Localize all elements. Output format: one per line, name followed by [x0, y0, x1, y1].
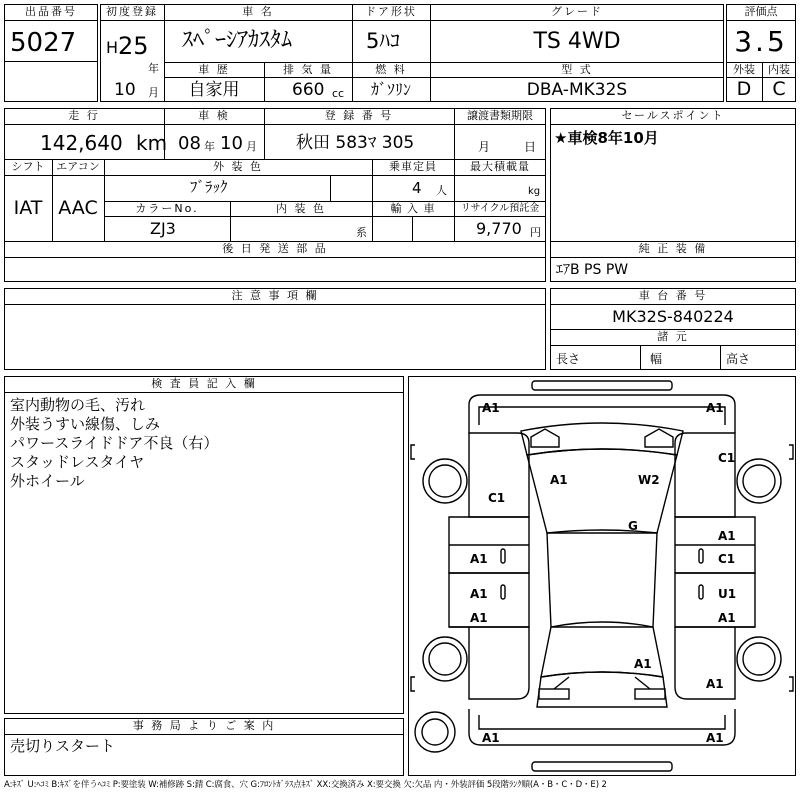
- damage-mark: A1: [482, 731, 500, 745]
- displacement: 660: [292, 80, 325, 100]
- int-label: 内装: [768, 63, 790, 76]
- disp-unit: cc: [332, 87, 345, 100]
- damage-mark: A1: [550, 473, 568, 487]
- shift: IAT: [13, 197, 43, 219]
- mileage-label: 走 行: [68, 109, 100, 122]
- shift-label: シフト: [11, 160, 45, 173]
- inspector-line: パワースライドドア不良（右）: [10, 434, 219, 452]
- history-label: 車 歴: [198, 63, 230, 76]
- capacity-unit: 人: [436, 184, 447, 197]
- lot-label: 出品番号: [25, 5, 77, 18]
- door-type: 5ﾊｺ: [366, 29, 401, 53]
- load-label: 最大積載量: [470, 160, 530, 173]
- damage-mark: U1: [718, 587, 737, 601]
- grade-label: グレード: [551, 5, 603, 18]
- int-color-label: 内 装 色: [276, 202, 326, 215]
- damage-mark: C1: [718, 451, 736, 465]
- recycle-unit: 円: [530, 226, 541, 239]
- color-no: ZJ3: [150, 219, 176, 238]
- inspector-line: 外装うすい線傷、しみ: [10, 415, 161, 433]
- caution-label: 注 意 事 項 欄: [231, 289, 319, 302]
- insp-month-unit: 月: [246, 140, 257, 153]
- chassis-number: MK32S-840224: [612, 307, 734, 326]
- history: 自家用: [188, 80, 240, 100]
- ext-label: 外装: [733, 63, 755, 76]
- disp-label: 排 気 量: [283, 63, 333, 76]
- damage-mark: A1: [718, 529, 736, 543]
- int-score: C: [772, 78, 786, 100]
- plate: 秋田 583ﾏ 305: [296, 133, 415, 153]
- first-reg-label: 初度登録: [106, 5, 158, 18]
- inspector-line: 外ホイール: [10, 472, 85, 490]
- damage-mark: A1: [718, 611, 736, 625]
- int-color-unit: 系: [356, 226, 367, 239]
- damage-mark: A1: [470, 552, 488, 566]
- era: H: [106, 38, 119, 57]
- inspector-line: 室内動物の毛、汚れ: [10, 396, 146, 414]
- recycle-label: リサイクル預託金: [460, 203, 540, 214]
- plate-label: 登 録 番 号: [324, 109, 394, 122]
- mileage-unit: km: [136, 131, 168, 155]
- recycle: 9,770: [476, 219, 522, 238]
- import-label: 輸 入 車: [390, 202, 436, 215]
- equip-label: 純 正 装 備: [638, 242, 708, 255]
- color-label: 外 装 色: [213, 160, 263, 173]
- dims-label: 諸 元: [657, 330, 689, 343]
- damage-mark: C1: [488, 491, 506, 505]
- door-label: ドア形状: [365, 5, 417, 18]
- later-parts-label: 後 日 発 送 部 品: [222, 242, 328, 255]
- ac: AAC: [58, 197, 98, 219]
- mileage: 142,640: [40, 131, 123, 155]
- inspector-line: スタッドレスタイヤ: [10, 453, 145, 471]
- height-label: 高さ: [726, 352, 751, 366]
- score: 3.5: [734, 25, 788, 58]
- inspector-label: 検 査 員 記 入 欄: [151, 377, 257, 390]
- sales-label: セールスポイント: [621, 109, 725, 122]
- reg-month: 10: [114, 80, 136, 100]
- score-label: 評価点: [744, 5, 778, 18]
- equipment: ｴｱB PS PW: [556, 262, 629, 278]
- ext-score: D: [736, 78, 752, 100]
- office-text: 売切りスタート: [10, 737, 116, 755]
- legend: A:ｷｽﾞ U:ﾍｺﾐ B:ｷｽﾞを伴うﾍｺﾐ P:要塗装 W:補修跡 S:錆 C:腐食、穴 G:ﾌﾛﾝﾄｶﾞﾗｽ点ｷｽﾞ XX:交換済み X:要交換 欠:欠品 内・外装評価 5段階ﾗﾝｸ順(A・B・C・D・E) 2: [4, 780, 607, 790]
- color-no-label: カラーNo.: [135, 202, 199, 215]
- car-name-label: 車 名: [242, 5, 274, 18]
- inspection-label: 車 検: [198, 109, 230, 122]
- inspector-notes: [10, 396, 218, 491]
- damage-mark: A1: [706, 677, 724, 691]
- ac-label: エアコン: [56, 160, 100, 173]
- transfer-month: 月: [478, 140, 491, 154]
- capacity: 4: [412, 179, 422, 197]
- load-unit: kg: [528, 186, 541, 197]
- damage-mark: W2: [638, 473, 660, 487]
- damage-mark: G: [628, 519, 638, 533]
- sales-point: ★車検8年10月: [554, 129, 659, 147]
- car-name: ｽﾍﾟｰｼｱｶｽﾀﾑ: [182, 28, 293, 53]
- transfer-day: 日: [524, 140, 537, 154]
- model: DBA-MK32S: [526, 80, 628, 100]
- model-label: 型 式: [561, 63, 593, 76]
- grade: TS 4WD: [533, 29, 621, 54]
- car-diagram: [409, 377, 795, 775]
- office-label: 事 務 局 よ り ご 案 内: [132, 719, 276, 732]
- reg-month-unit: 月: [148, 86, 159, 99]
- damage-mark: A1: [706, 731, 724, 745]
- fuel-label: 燃 料: [375, 63, 407, 76]
- color: ﾌﾞﾗｯｸ: [190, 178, 228, 196]
- insp-year-unit: 年: [204, 140, 215, 153]
- damage-mark: A1: [470, 611, 488, 625]
- fuel: ｶﾞｿﾘﾝ: [370, 80, 411, 99]
- length-label: 長さ: [556, 352, 581, 366]
- capacity-label: 乗車定員: [389, 160, 437, 173]
- damage-mark: A1: [706, 401, 724, 415]
- reg-year-unit: 年: [148, 62, 159, 75]
- reg-year: 25: [118, 32, 149, 60]
- width-label: 幅: [650, 352, 663, 366]
- insp-year: 08: [178, 133, 201, 154]
- damage-mark: A1: [470, 587, 488, 601]
- lot-number: 5027: [10, 28, 77, 58]
- damage-mark: A1: [482, 401, 500, 415]
- chassis-label: 車 台 番 号: [638, 289, 708, 302]
- insp-month: 10: [220, 133, 243, 154]
- transfer-label: 譲渡書類期限: [467, 109, 533, 122]
- damage-mark: A1: [634, 657, 652, 671]
- damage-mark: C1: [718, 552, 736, 566]
